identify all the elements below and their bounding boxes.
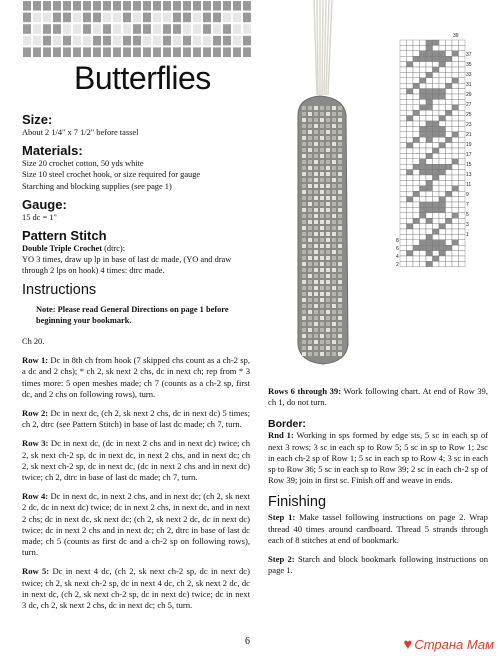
pattern-stitch-heading: Pattern Stitch	[22, 228, 107, 244]
tassel	[314, 0, 332, 95]
instructions-heading: Instructions	[22, 281, 97, 298]
bookmark-photo	[268, 0, 378, 380]
pattern-stitch-name: Double Triple Crochet	[22, 244, 103, 254]
step-text: Starch and block bookmark following instructions on page 1.	[268, 554, 488, 576]
chart-row-label: 17	[466, 152, 472, 158]
chart-row-label: 6	[396, 246, 399, 252]
row-text: Dc in 8th ch from hook (7 skipped chs count as a ch-2 sp, a dc and 2 chs); * ch 2, sk next 2 chs, dc in next ch; rep from * 3 times more: 5 open meshes made; ch 7 (counts as a ch-2 sp, first dc, and 2 chs on following rows), turn.	[22, 355, 250, 399]
chart-row-label: 5	[466, 212, 469, 218]
chart-row-label: 21	[466, 132, 472, 138]
row-label: Row 1:	[22, 355, 49, 366]
chart-row-label: 13	[466, 172, 472, 178]
finishing-heading: Finishing	[268, 494, 327, 511]
row-label: Row 4:	[22, 491, 49, 502]
chart-row-label: 8	[396, 238, 399, 244]
gauge-text: 15 dc = 1"	[22, 212, 57, 222]
instructions-note: Note: Please read General Directions on page 1 before beginning your bookmark.	[36, 304, 229, 325]
chain-start: Ch 20.	[22, 337, 45, 347]
row-text: Dc in next dc, (dc in next 2 chs and in next dc) twice; ch 2, sk next ch-2 sp, dc in next dc, in next 2 chs, and in next dc; ch 2, sk next ch-2 sp, dc in next dc, (dc in next 2 chs and in next dc) twice; ch 2, dtrc in base of last dc made; ch 7, turn.	[22, 438, 250, 483]
chart-row-label: 11	[466, 182, 472, 188]
row-text: Dc in next dc, in next 2 chs, and in next dc; (ch 2, sk next 2 dc, dc in next dc) twice; dc in next 2 chs, in next dc, and in next 2 chs; dc in next dc, sk next dc; (ch 2, sk next 2 dc, dc in next dc) twice; dc in next 2 chs and in next dc; ch 2, dtrc in base of last dc made; ch 5 (counts as first dc and a ch-2 sp on following rows), turn.	[22, 491, 250, 558]
chart-row-label: 37	[466, 52, 472, 58]
size-text: About 2 1/4" x 7 1/2" before tassel	[22, 128, 139, 137]
row-text: Dc in next 4 dc, (ch 2, sk next ch-2 sp, dc in next dc) twice; ch 2, sk next ch-2 sp, dc in next 4 dc, ch 2, sk next 2 dc, dc in next dc, (ch 2, sk next ch-2 sp, dc in next dc) twice; dc in next 3 dc, ch 2, sk next 2 chs, dc in next dc; ch 5, turn.	[22, 566, 250, 611]
row-text: Dc in next dc, (ch 2, sk next 2 chs, dc in next dc) 5 times; ch 2, dtrc (see Pattern Stitch) in base of last dc made; ch 7, turn.	[22, 408, 250, 430]
border-heading: Border:	[268, 418, 306, 431]
step-text: Make tassel following instructions on page 2. Wrap thread 40 times around cardboard. Thread 5 strands through each of 8 stitches at end of bookmark.	[268, 512, 488, 545]
chart-row-label: 25	[466, 112, 472, 118]
chart-row-label: 29	[466, 92, 472, 98]
chart-row-label: 1	[466, 232, 469, 238]
rows-range-text: Work following chart. At end of Row 39, ch 1, do not turn.	[268, 386, 488, 408]
filet-chart	[392, 32, 500, 272]
left-column	[22, 112, 250, 611]
row-label: Row 5:	[22, 566, 50, 577]
chart-row-label: 9	[466, 192, 469, 198]
page-number: 6	[245, 636, 250, 647]
size-heading: Size:	[22, 112, 53, 127]
chart-row-label: 19	[466, 142, 472, 148]
rows-range-label: Rows 6 through 39:	[268, 386, 342, 396]
chart-row-label: 39	[453, 33, 459, 39]
chart-row-label: 35	[466, 62, 472, 68]
chart-row-label: 31	[466, 82, 472, 88]
step-label: Step 2:	[268, 554, 295, 565]
chart-row-label: 33	[466, 72, 472, 78]
pattern-stitch-text: YO 3 times, draw up lp in base of last dc made, (YO and draw through 2 lps on hook) 4 times: dtrc made.	[22, 255, 232, 276]
round-label: Rnd 1:	[268, 430, 294, 441]
watermark-text: Страна Мам	[414, 637, 494, 652]
materials-line: Starching and blocking supplies (see page 1)	[22, 181, 172, 191]
row-label: Row 3:	[22, 438, 49, 449]
pattern-stitch-abbr: (dtrc):	[104, 244, 126, 254]
materials-heading: Materials:	[22, 143, 83, 159]
filet-border-decoration	[22, 0, 252, 58]
chart-row-label: 27	[466, 102, 472, 108]
gauge-heading: Gauge:	[22, 196, 67, 212]
materials-line: Size 10 steel crochet hook, or size required for gauge	[22, 170, 201, 180]
materials-line: Size 20 crochet cotton, 50 yds white	[22, 159, 144, 169]
chart-row-label: 3	[466, 222, 469, 228]
page-title: Butterflies	[74, 60, 211, 96]
chart-row-label: 7	[466, 202, 469, 208]
chart-row-label: 15	[466, 162, 472, 168]
right-column	[268, 386, 488, 576]
border-text: Working in sps formed by edge sts, 5 sc in each sp of next 3 rows; 3 sc in each sp to Row 5; 5 sc in sp to Row 1; 2sc in each ch-2 sp of Row 1; 5 sc in each sp to Row 4; 3 sc in each sp to Row 36; 5 sc in each sp to Row 39; 2 sc in each ch-2 sp of Row 39; join in first sc. Finish off and weave in ends.	[268, 430, 488, 486]
site-watermark	[403, 636, 494, 653]
step-label: Step 1:	[268, 512, 296, 523]
chart-row-label: 4	[396, 254, 399, 260]
chart-row-label: 2	[396, 262, 399, 268]
chart-row-label: 23	[466, 122, 472, 128]
row-label: Row 2:	[22, 408, 49, 419]
heart-icon: ♥	[403, 636, 413, 653]
